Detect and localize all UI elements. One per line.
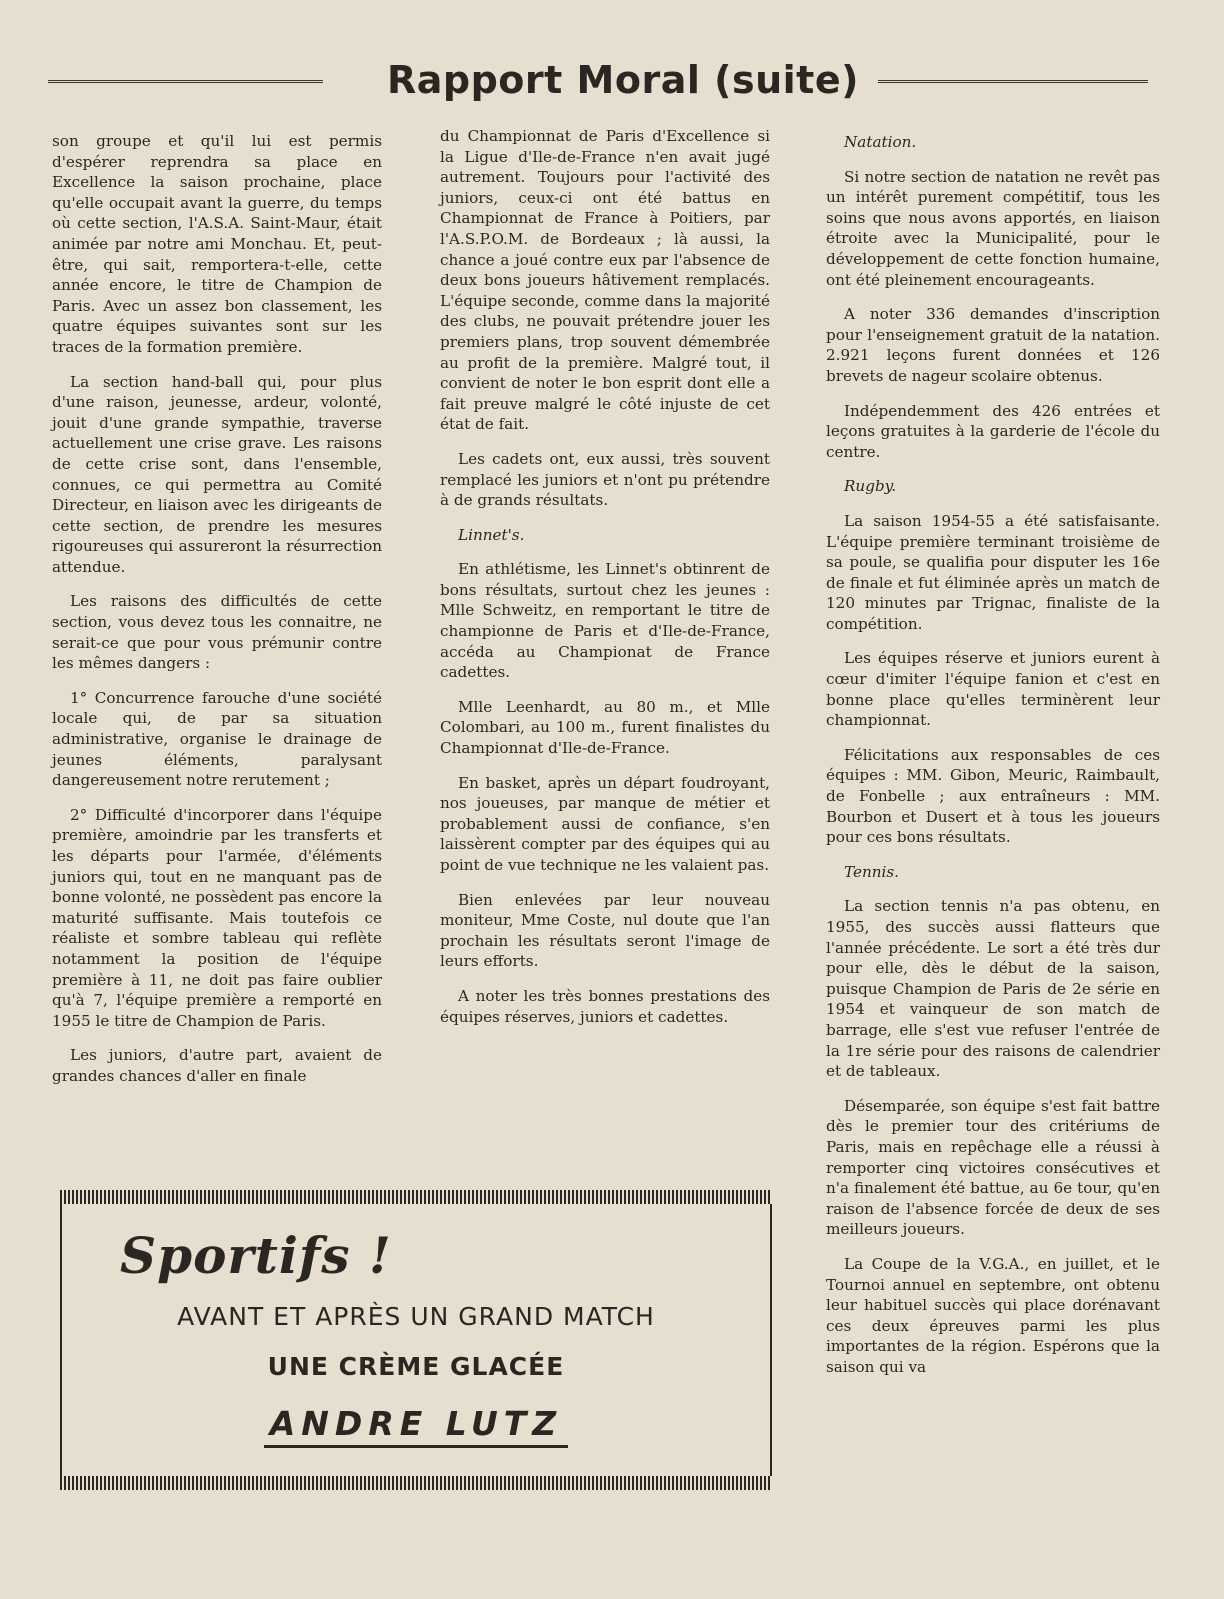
paragraph: En basket, après un départ foudroyant, nos joueuses, par manque de métier et probablement aussi de confiance, s'en laissèrent compter par des équipes qui au point de vue technique ne les valaient pas. [440,773,770,874]
section-heading: Linnet's. [458,525,525,544]
title-rule-left [48,80,323,83]
paragraph: A noter 336 demandes d'inscription pour l'enseignement gratuit de la natation. 2.921 leçons furent données et 126 brevets de nageur scolaire obtenus. [826,305,1160,385]
ad-tagline: AVANT ET APRÈS UN GRAND MATCH [177,1302,655,1331]
ad-brand-name: ANDRE LUTZ [264,1404,568,1448]
paragraph: A noter les très bonnes prestations des équipes réserves, juniors et cadettes. [440,986,770,1026]
paragraph: Si notre section de natation ne revêt pas un intérêt purement compétitif, tous les soins que nous avons apportés, en liaison étroite avec la Municipalité, pour le développement de cette fonction humaine, ont été pleinement encourageants. [826,167,1160,289]
paragraph: du Championnat de Paris d'Excellence si la Ligue d'Ile-de-France n'en avait jugé autrement. Toujours pour l'activité des juniors, ceux-ci ont été battus en Championnat de France à Poitiers, par l'A.S.P.O.M. de Bordeaux ; là aussi, la chance a joué contre eux par l'absence de deux bons joueurs hâtivement remplacés. L'équipe seconde, comme dans la majorité des clubs, ne pouvait prétendre jouer les premiers plans, trop souvent démembrée au profit de la première. Malgré tout, il convient de noter le bon esprit dont elle a fait preuve malgré le côté injuste de cet état de fait. [440,127,770,434]
paragraph: Indépendemment des 426 entrées et leçons gratuites à la garderie de l'école du centre. [826,401,1160,461]
ad-product: UNE CRÈME GLACÉE [267,1352,565,1381]
page-title: Rapport Moral (suite) [387,58,859,102]
title-rule-right [878,80,1148,83]
paragraph: La section hand-ball qui, pour plus d'une raison, jeunesse, ardeur, volonté, jouit d'une grande sympathie, traverse actuellement une crise grave. Les raisons de cette crise sont, dans l'ensemble, connues, ce qui permettra au Comité Directeur, en liaison avec les dirigeants de cette section, de prendre les mesures rigoureuses qui assureront la résurrection attendue. [52,372,382,576]
paragraph: Bien enlevées par leur nouveau moniteur, Mme Coste, nul doute que l'an prochain les résultats seront l'image de leurs efforts. [440,890,770,971]
paragraph: 2° Difficulté d'incorporer dans l'équipe première, amoindrie par les transferts et les départs pour l'armée, d'éléments juniors qui, tout en ne manquant pas de bonne volonté, ne possèdent pas encore la maturité suffisante. Mais toutefois ce réaliste et sombre tableau qui reflète notamment la position de l'équipe première à 11, ne doit pas faire oublier qu'à 7, l'équipe première a remporté en 1955 le titre de Champion de Paris. [52,805,382,1030]
paragraph: Les raisons des difficultés de cette section, vous devez tous les connaitre, ne serait-ce que pour vous prémunir contre les mêmes dangers : [52,592,382,673]
ad-border-bottom [60,1476,772,1490]
paragraph: La Coupe de la V.G.A., en juillet, et le Tournoi annuel en septembre, ont obtenu leur habituel succès qui place dorénavant ces deux épreuves parmi les plus importantes de la région. Espérons que la saison qui va [826,1254,1160,1376]
paragraph: 1° Concurrence farouche d'une société locale qui, de par sa situation administrative, organise le drainage de jeunes éléments, paralysant dangereusement notre rerutement ; [52,688,382,790]
page-header [48,58,1148,110]
ad-headline: Sportifs ! [120,1226,392,1285]
ad-border-top [60,1190,772,1204]
article-column-3 [826,126,1160,1391]
paragraph: Mlle Leenhardt, au 80 m., et Mlle Colombari, au 100 m., furent finalistes du Championnat d'Ile-de-France. [440,697,770,758]
paragraph: La section tennis n'a pas obtenu, en 1955, des succès aussi flatteurs que l'année précédente. Le sort a été très dur pour elle, dès le début de la saison, puisque Champion de Paris de 2e série en 1954 et vainqueur de son match de barrage, elle s'est vue refuser l'entrée de la 1re série pour des raisons de calendrier et de tableaux. [826,897,1160,1081]
paragraph: La saison 1954-55 a été satisfaisante. L'équipe première terminant troisième de sa poule, se qualifia pour disputer les 16e de finale et fut éliminée après un match de 120 minutes par Trignac, finaliste de la compétition. [826,511,1160,633]
paragraph: Désemparée, son équipe s'est fait battre dès le premier tour des critériums de Paris, mais en repêchage elle a réussi à remporter cinq victoires consécutives et n'a finalement été battue, au 6e tour, qu'en raison de l'absence forcée de deux de ses meilleurs joueurs. [826,1096,1160,1239]
paragraph: son groupe et qu'il lui est permis d'espérer reprendra sa place en Excellence la saison prochaine, place qu'elle occupait avant la guerre, du temps où cette section, l'A.S.A. Saint-Maur, était animée par notre ami Monchau. Et, peut-être, qui sait, remportera-t-elle, cette année encore, le titre de Champion de Paris. Avec un assez bon classement, les quatre équipes suivantes sont sur les traces de la formation première. [52,132,382,356]
paragraph: Félicitations aux responsables de ces équipes : MM. Gibon, Meuric, Raimbault, de Fonbelle ; aux entraîneurs : MM. Bourbon et Dusert et à tous les joueurs pour ces bons résultats. [826,745,1160,847]
article-column-2 [440,126,770,1041]
paragraph: Les juniors, d'autre part, avaient de grandes chances d'aller en finale [52,1046,382,1085]
paragraph: Les cadets ont, eux aussi, très souvent remplacé les juniors et n'ont pu prétendre à de grands résultats. [440,449,770,510]
paragraph: En athlétisme, les Linnet's obtinrent de bons résultats, surtout chez les jeunes : Mlle Schweitz, en remportant le titre de championne de Paris et d'Ile-de-France, accéda au Championat de France cadettes. [440,560,770,682]
section-heading: Tennis. [844,862,899,881]
article-column-1 [52,131,382,1101]
section-heading: Natation. [844,133,917,151]
paragraph: Les équipes réserve et juniors eurent à cœur d'imiter l'équipe fanion et c'est en bonne place qu'elles terminèrent leur championnat. [826,649,1160,730]
advertisement-box [60,1190,772,1490]
ad-brand [60,1404,772,1443]
section-heading: Rugby. [844,477,897,496]
